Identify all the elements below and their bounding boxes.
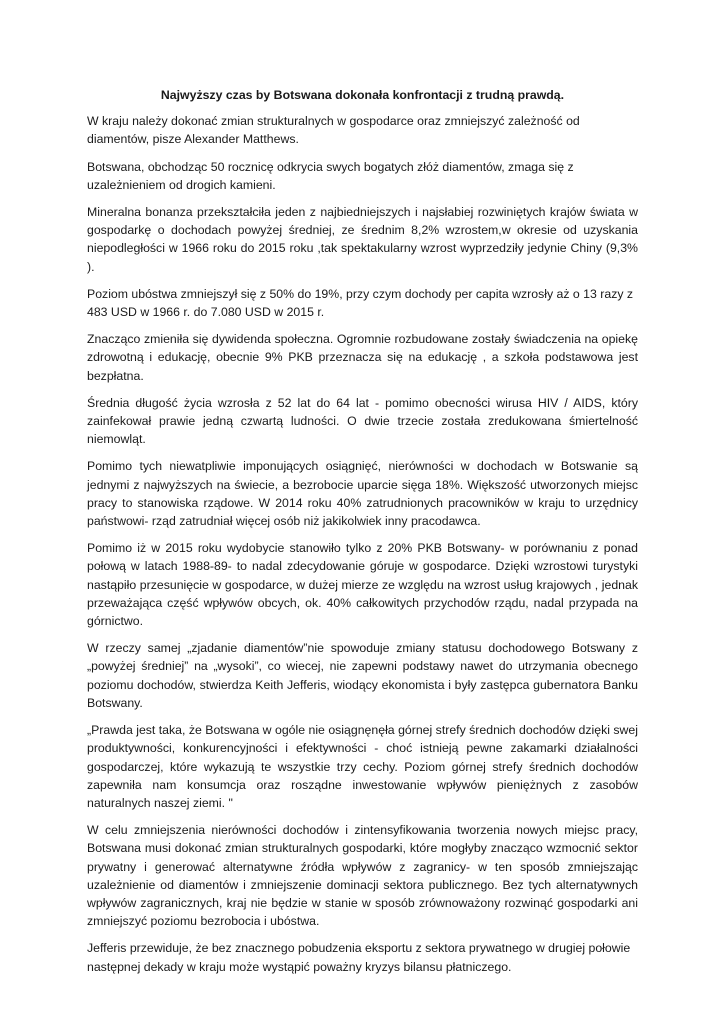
paragraph-inequality: Pomimo tych niewatpliwie imponujących osiągnięć, nierówności w dochodach w Botswanie są jednymi z najwyższych na świecie, a bezrobocie uparcie sięga 18%. Większość utworzonych miejsc pracy to stanowiska rządowe. W 2014 roku 40% zatrudnionych pracowników w kraju to urzędnicy państwowi- rząd zatrudniał więcej osób niż jakikolwiek inny pracodawca. [87, 459, 638, 529]
paragraph-mining-share: Pomimo iż w 2015 roku wydobycie stanowiło tylko z 20% PKB Botswany- w porównaniu z ponad połową w latach 1988-89- to nadal zdecydowanie góruje w gospodarce. Dzięki wzrostowi turystyki nastąpiło przesunięcie w gospodarce, w dużej mierze ze względu na wzrost usług krajowych , jednak przeważająca część wpływów obcych, ok. 40% całkowitych przychodów rządu, nadal przypada na górnictwo. [87, 541, 638, 629]
paragraph-eating-diamonds: W rzeczy samej „zjadanie diamentów”nie spowoduje zmiany statusu dochodowego Botswany z „powyżej średniej” na „wysoki”, co wiecej, nie zapewni podstawy nawet do utrzymania obecnego poziomu dochodów, stwierdza Keith Jefferis, wiodący ekonomista i były zastępca gubernatora Banku Botswany. [87, 641, 638, 710]
paragraph-social-dividend: Znacząco zmieniła się dywidenda społeczna. Ogromnie rozbudowane zostały świadczenia na opiekę zdrowotną i edukację, obecnie 9% PKB przeznacza się na edukację , a szkoła podstawowa jest bezpłatna. [87, 332, 638, 383]
paragraph-mineral-bonanza: Mineralna bonanza przekształciła jeden z najbiedniejszych i najsłabiej rozwiniętych krajów świata w gospodarkę o dochodach powyżej średniej, ze średnim 8,2% wzrostem,w okresie od uzyskania niepodległości w 1966 roku do 2015 roku ,tak spektakularny wzrost wyprzedziły jedynie Chiny (9,3% ). [87, 205, 638, 274]
paragraph-structural-change: W celu zmniejszenia nierówności dochodów i zintensyfikowania tworzenia nowych miejsc pracy, Botswana musi dokonać zmian strukturalnych gospodarki, które mogłyby znacząco wzmocnić sektor prywatny i generować alternatywne źródła wpływów z zagranicy- w ten sposób zmniejszając uzależnienie od diamentów i zmniejszenie dominacji sektora publicznego. Bez tych alternatywnych wpływów zagranicznych, kraj nie będzie w stanie w sposób zrównoważony rozwinąć gospodarki ani zmniejszyć poziomu bezrobocia i ubóstwa. [87, 823, 638, 929]
document-body [87, 86, 638, 985]
paragraph-life-expectancy: Średnia długość życia wzrosła z 52 lat do 64 lat - pomimo obecności wirusa HIV / AIDS, który zainfekował prawie jedną czwartą ludności. O dwie trzecie została zredukowana śmiertelność niemowląt. [87, 395, 638, 447]
paragraph-lead: W kraju należy dokonać zmian strukturalnych w gospodarce oraz zmniejszyć zależność od diamentów, pisze Alexander Matthews. [87, 114, 580, 147]
paragraph-anniversary: Botswana, obchodząc 50 rocznicę odkrycia swych bogatych złóż diamentów, zmaga się z uzależnieniem od drogich kamieni. [87, 159, 574, 192]
paragraph-quote: „Prawda jest taka, że Botswana w ogóle nie osiągnęnęła górnej strefy średnich dochodów dzięki swej produktywności, konkurencyjności i efektywności - choć istnieją pewne zakamarki działalności gospodarczej, które wykazują te wszystkie trzy cechy. Poziom górnej strefy średnich dochodów zapewniła nam konsumcja oraz rosządne inwestowanie wpływów pieniężnych z zasobów naturalnych naszej ziemi. " [87, 723, 638, 810]
document-title: Najwyższy czas by Botswana dokonała konfrontacji z trudną prawdą. [160, 88, 565, 102]
paragraph-poverty: Poziom ubóstwa zmniejszył się z 50% do 19%, przy czym dochody per capita wzrosły aż o 13 razy z 483 USD w 1966 r. do 7.080 USD w 2015 r. [87, 286, 634, 320]
paragraph-forecast: Jefferis przewiduje, że bez znacznego pobudzenia eksportu z sektora prywatnego w drugiej połowie następnej dekady w kraju może wystąpić poważny kryzys bilansu płatniczego. [87, 941, 631, 974]
